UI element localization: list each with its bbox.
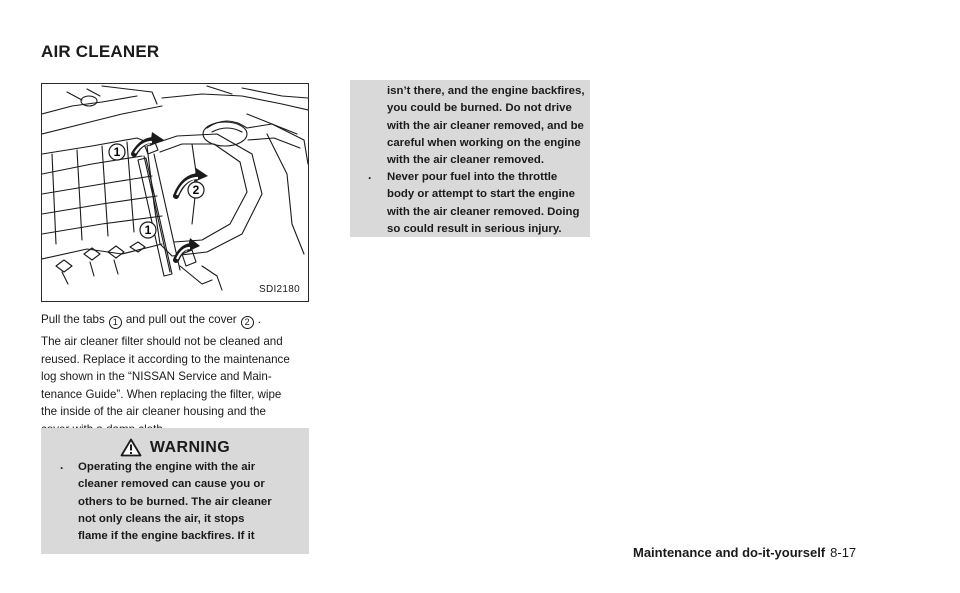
callout-1-top — [109, 144, 125, 160]
paragraph-line: The air cleaner filter should not be cleaned and — [41, 335, 283, 348]
warning-title: WARNING — [149, 438, 231, 456]
svg-text:2: 2 — [192, 183, 200, 197]
warning-line: Operating the engine with the air — [78, 461, 256, 473]
warning-line: with the air cleaner removed. Doing — [387, 205, 580, 218]
figure-code: SDI2180 — [258, 284, 300, 295]
engine-diagram — [42, 84, 308, 301]
callout-2 — [188, 182, 204, 198]
warning-line: you could be burned. Do not drive — [387, 102, 572, 115]
warning-line: body or attempt to start the engine — [387, 188, 575, 201]
warning-line: flame if the engine backfires. If it — [78, 530, 255, 543]
chapter-title: Maintenance and do-it-yourself — [633, 545, 826, 560]
warning-line: careful when working on the engine — [387, 136, 581, 149]
instruction-line — [41, 311, 309, 329]
warning-line: isn’t there, and the engine backfires, — [387, 85, 585, 97]
paragraph-line: log shown in the “NISSAN Service and Main- — [41, 370, 272, 384]
warning-line: with the air cleaner removed. — [387, 154, 544, 167]
instruction-middle: and pull out the cover — [125, 313, 237, 326]
instruction-after: . — [257, 313, 261, 326]
paragraph-line: reused. Replace it according to the maintenance — [41, 352, 290, 366]
warning-item-1 — [78, 459, 298, 545]
warning-item-1-continued — [387, 83, 587, 169]
instruction-before: Pull the tabs — [41, 313, 105, 326]
callout-1-ref: 1 — [109, 316, 122, 329]
section-title: AIR CLEANER — [41, 42, 160, 61]
bullet-marker: . — [60, 458, 64, 472]
air-cleaner-illustration — [41, 83, 309, 302]
page-footer — [633, 545, 893, 565]
warning-line: so could result in serious injury. — [387, 222, 562, 235]
paragraph-line: the inside of the air cleaner housing and the — [41, 405, 266, 419]
paragraph-line: tenance Guide”. When replacing the filter, wipe — [41, 387, 282, 401]
warning-triangle-icon — [120, 438, 142, 457]
warning-line: with the air cleaner removed, and be — [387, 119, 584, 132]
warning-line: cleaner removed can cause you or — [78, 478, 265, 491]
callout-2-ref: 2 — [241, 316, 254, 329]
callout-1-bottom — [140, 222, 156, 238]
svg-text:1: 1 — [113, 145, 121, 159]
page-number: 8-17 — [830, 545, 857, 560]
svg-text:1: 1 — [144, 223, 152, 237]
body-paragraph — [41, 333, 309, 439]
warning-line: others to be burned. The air cleaner — [78, 495, 272, 508]
warning-line: not only cleans the air, it stops — [78, 512, 245, 525]
bullet-marker: . — [368, 168, 372, 182]
warning-item-2 — [387, 169, 587, 238]
warning-line: Never pour fuel into the throttle — [387, 171, 558, 183]
